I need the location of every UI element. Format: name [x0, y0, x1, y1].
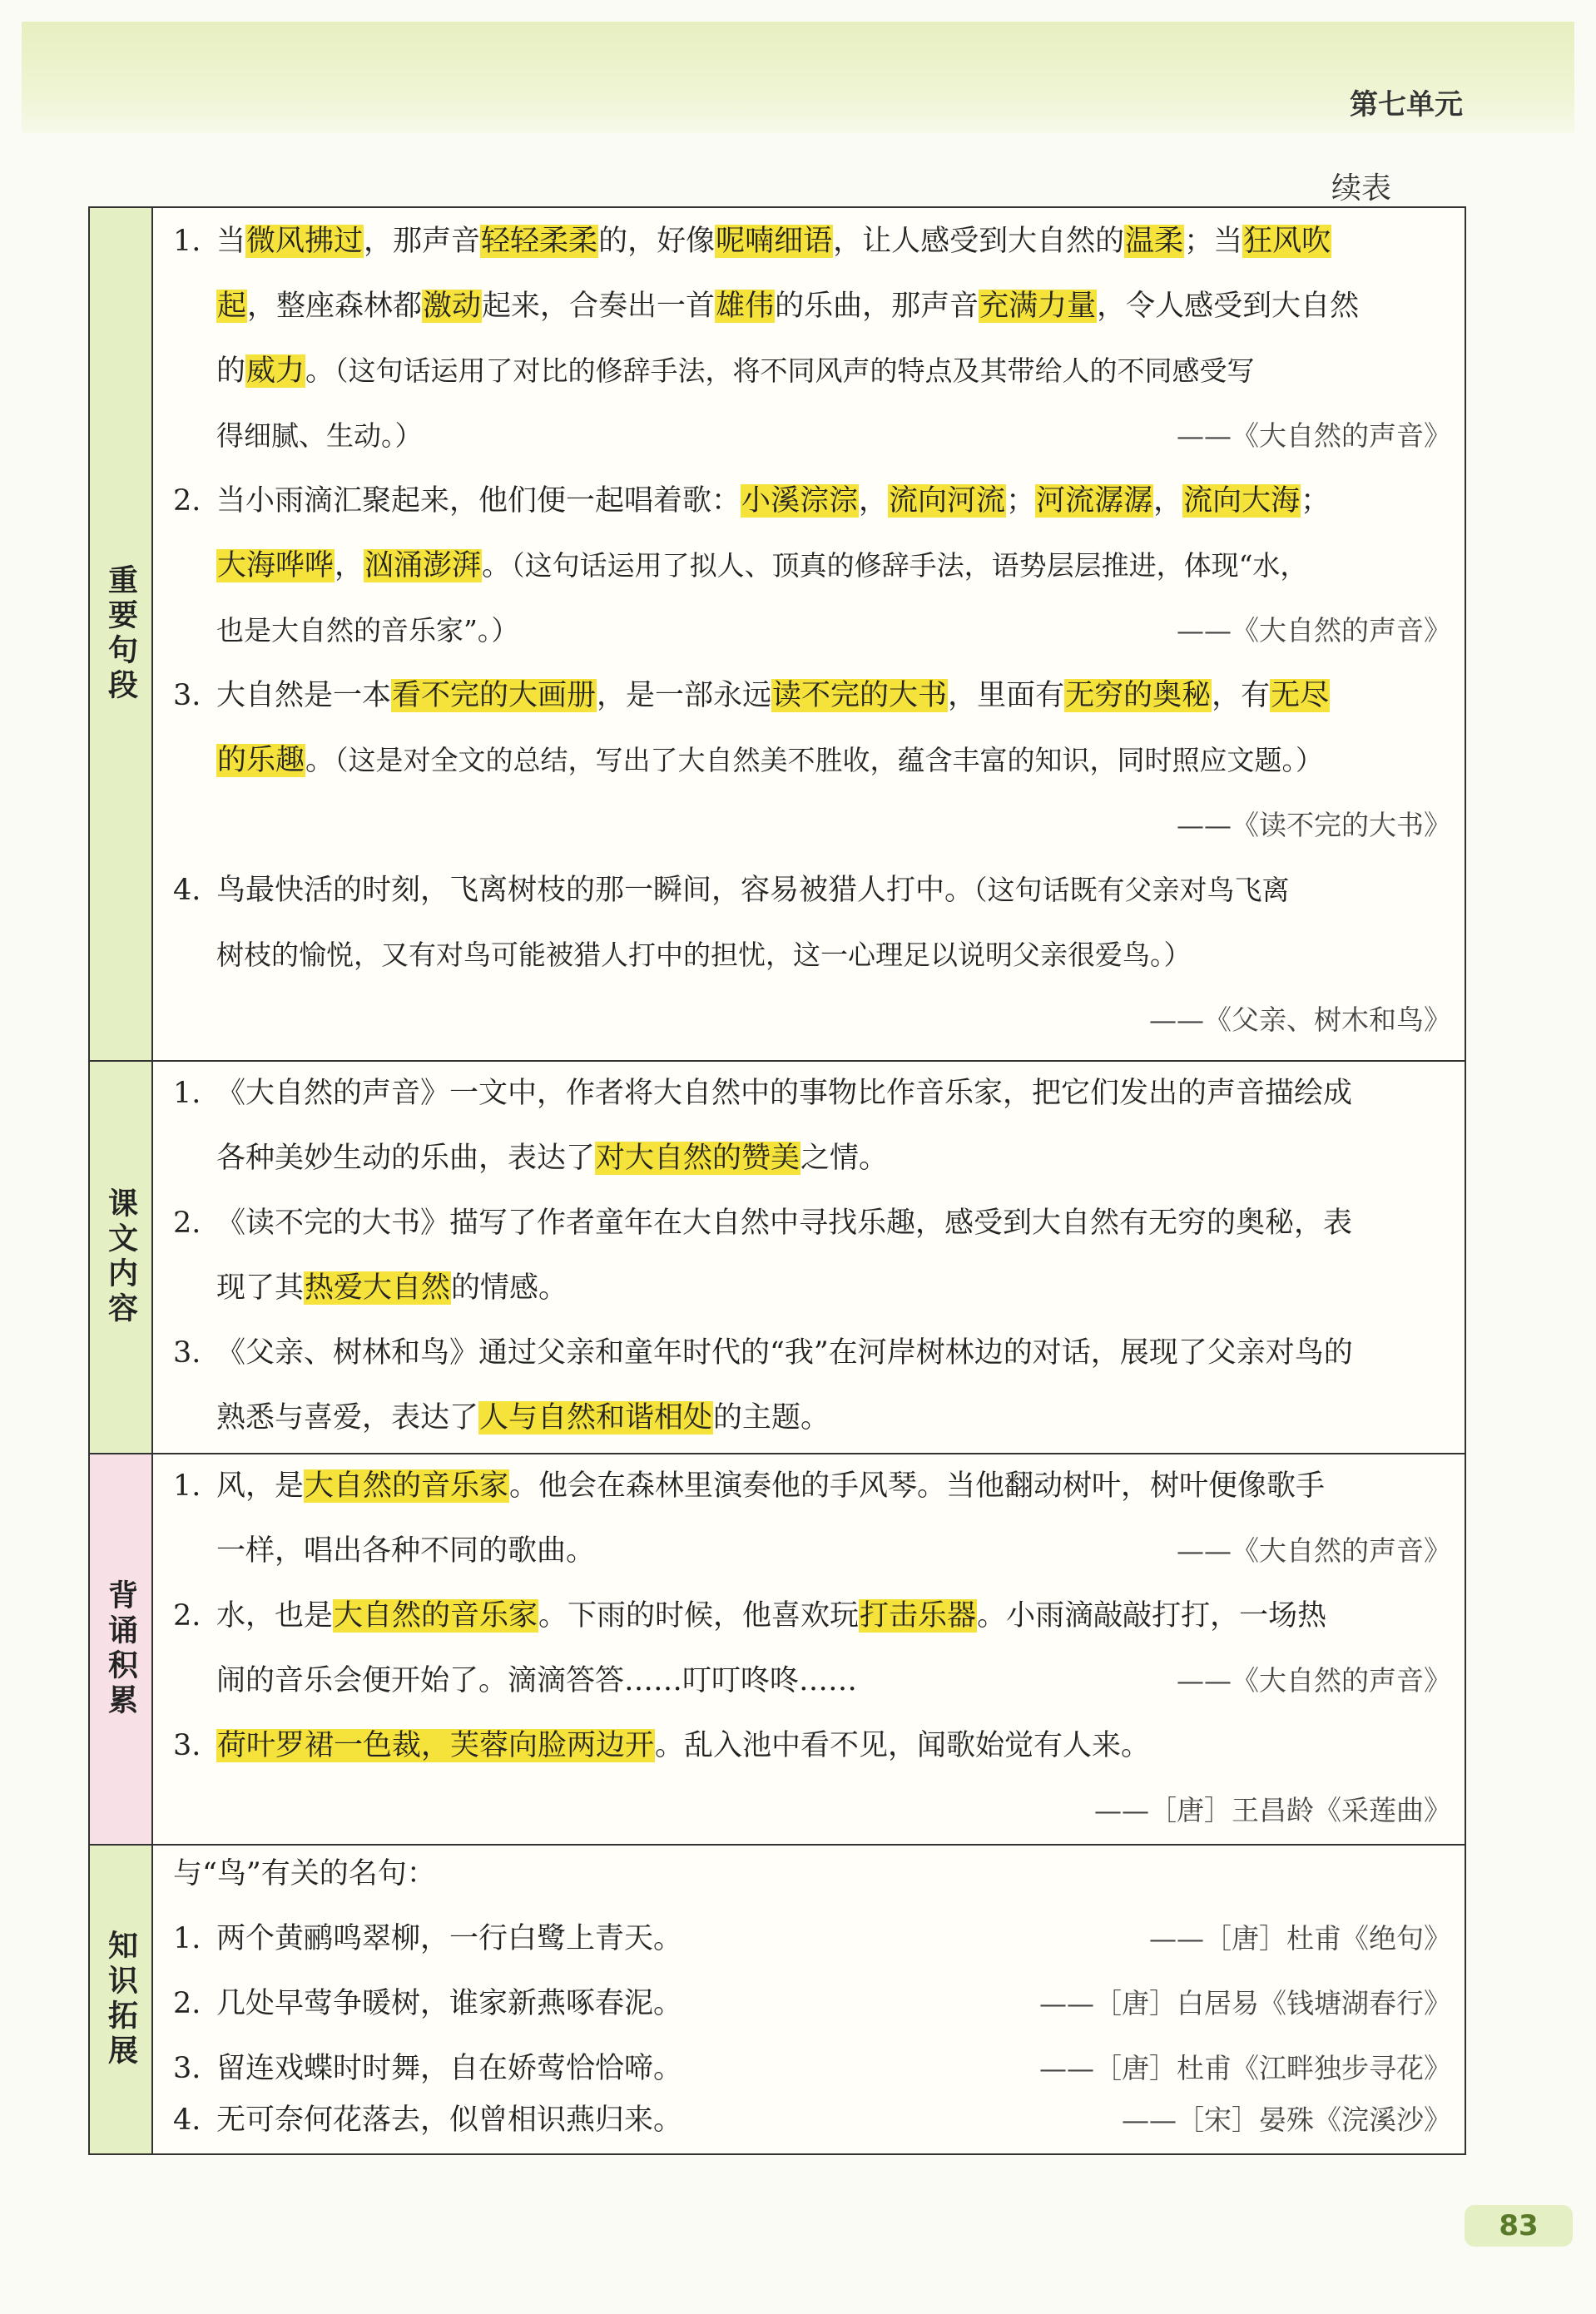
knowledge-intro: 与“鸟”有关的名句：: [173, 1857, 436, 1890]
sentence-2-line-2: 大海哗哗，汹涌澎湃。（这句话运用了拟人、顶真的修辞手法，语势层层推进，体现“水，: [217, 549, 1308, 582]
content-2-line-2: 现了其热爱大自然的情感。: [216, 1271, 568, 1305]
content-3-line-2: 熟悉与喜爱，表达了人与自然和谐相处的主题。: [216, 1401, 830, 1434]
sentence-3-source: ——《读不完的大书》: [1177, 809, 1451, 841]
section-key-sentences: [90, 208, 1465, 1060]
recite-2-line-2: 闹的音乐会便开始了。滴滴答答……叮叮咚咚……: [216, 1664, 858, 1697]
section-label: 重要句段: [90, 208, 153, 1060]
continued-label: 续表: [1331, 171, 1392, 206]
sentence-1-line-4: 得细腻、生动。）: [216, 419, 423, 452]
content-1-line-2: 各种美妙生动的乐曲，表达了对大自然的赞美之情。: [216, 1142, 889, 1175]
sentence-1-line-1: 1. 当微风拂过，那声音轻轻柔柔的，好像呢喃细语，让人感受到大自然的温柔；当狂风吹: [173, 225, 1331, 258]
knowledge-item-3: 3. 留连戏蝶时时舞，自在娇莺恰恰啼。: [173, 2052, 683, 2085]
knowledge-item-3-source: ——［唐］杜甫《江畔独步寻花》: [1039, 2052, 1451, 2084]
sentence-4-line-2: 树枝的愉悦，又有对鸟可能被猎人打中的担忧，这一心理足以说明父亲很爱鸟。）: [216, 939, 1192, 971]
section-label: 课文内容: [90, 1062, 153, 1453]
section-lesson-content: [90, 1060, 1465, 1453]
header-band: [22, 22, 1574, 133]
section-label: 知识拓展: [90, 1846, 153, 2153]
unit-title: 第七单元: [1350, 88, 1463, 121]
knowledge-item-1: 1. 两个黄鹂鸣翠柳，一行白鹭上青天。: [173, 1922, 683, 1955]
summary-table: [88, 206, 1466, 2155]
recite-3-source: ——［唐］王昌龄《采莲曲》: [1094, 1794, 1451, 1826]
page-number: 83: [1465, 2205, 1573, 2247]
section-label: 背诵积累: [90, 1454, 153, 1844]
recite-3-line-1: 3. 荷叶罗裙一色裁，芙蓉向脸两边开。乱入池中看不见，闻歌始觉有人来。: [173, 1729, 1151, 1762]
content-2-line-1: 2. 《读不完的大书》描写了作者童年在大自然中寻找乐趣，感受到大自然有无穷的奥秘，表: [173, 1207, 1353, 1240]
content-1-line-1: 1. 《大自然的声音》一文中，作者将大自然中的事物比作音乐家，把它们发出的声音描绘成: [173, 1077, 1353, 1110]
sentence-1-line-2: 起，整座森林都激动起来，合奏出一首雄伟的乐曲，那声音充满力量，令人感受到大自然: [217, 290, 1360, 323]
knowledge-item-1-source: ——［唐］杜甫《绝句》: [1149, 1922, 1451, 1955]
sentence-4-line-1: 4. 鸟最快活的时刻，飞离树枝的那一瞬间，容易被猎人打中。（这句话既有父亲对鸟飞离: [173, 874, 1290, 907]
sentence-2-line-3: 也是大自然的音乐家”。）: [216, 614, 519, 647]
section-recitation: [90, 1453, 1465, 1844]
knowledge-item-2-source: ——［唐］白居易《钱塘湖春行》: [1039, 1987, 1451, 2019]
knowledge-item-4: 4. 无可奈何花落去，似曾相识燕归来。: [173, 2103, 683, 2137]
sentence-2-line-1: 2. 当小雨滴汇聚起来，他们便一起唱着歌：小溪淙淙，流向河流；河流潺潺，流向大海；: [173, 484, 1331, 518]
sentence-1-source: ——《大自然的声音》: [1177, 419, 1451, 452]
sentence-4-source: ——《父亲、树木和鸟》: [1149, 1003, 1451, 1036]
recite-1-source: ——《大自然的声音》: [1177, 1534, 1451, 1567]
recite-1-line-2: 一样，唱出各种不同的歌曲。: [216, 1534, 596, 1568]
section-knowledge: [90, 1844, 1465, 2153]
recite-2-source: ——《大自然的声音》: [1177, 1664, 1451, 1697]
sentence-1-line-3: 的威力。（这句话运用了对比的修辞手法，将不同风声的特点及其带给人的不同感受写: [216, 354, 1255, 388]
sentence-3-line-1: 3. 大自然是一本看不完的大画册，是一部永远读不完的大书，里面有无穷的奥秘，有无尽: [173, 679, 1330, 712]
recite-2-line-1: 2. 水，也是大自然的音乐家。下雨的时候，他喜欢玩打击乐器。小雨滴敲敲打打，一场热: [173, 1599, 1327, 1633]
knowledge-item-4-source: ——［宋］晏殊《浣溪沙》: [1122, 2103, 1451, 2136]
sentence-3-line-2: 的乐趣。（这是对全文的总结，写出了大自然美不胜收，蕴含丰富的知识，同时照应文题。）: [217, 744, 1324, 777]
sentence-2-source: ——《大自然的声音》: [1177, 614, 1451, 647]
recite-1-line-1: 1. 风，是大自然的音乐家。他会在森林里演奏他的手风琴。当他翻动树叶，树叶便像歌手: [173, 1469, 1326, 1503]
knowledge-item-2: 2. 几处早莺争暖树，谁家新燕啄春泥。: [173, 1987, 683, 2020]
content-3-line-1: 3. 《父亲、树林和鸟》通过父亲和童年时代的“我”在河岸树林边的对话，展现了父亲对鸟的: [173, 1336, 1353, 1370]
